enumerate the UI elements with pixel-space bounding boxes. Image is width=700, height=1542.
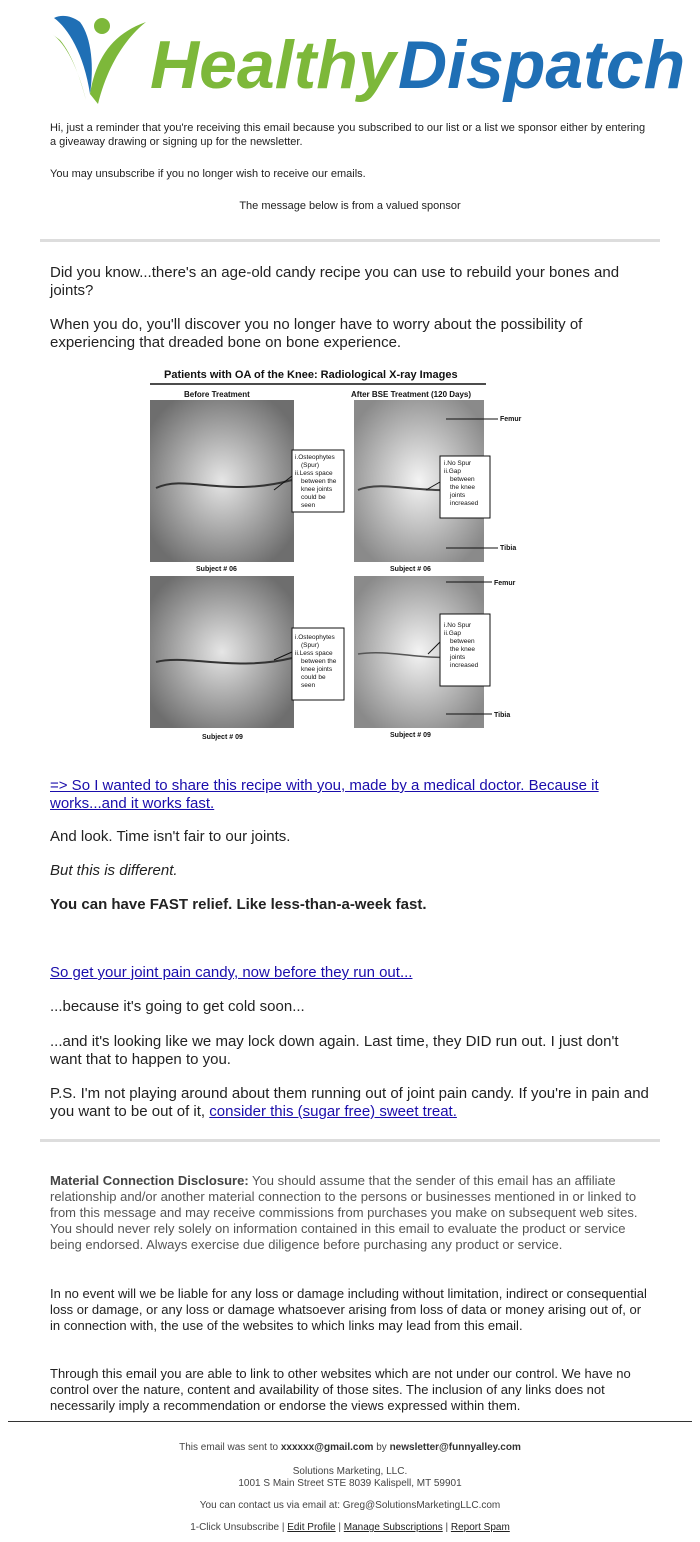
- svg-text:ii.Gap: ii.Gap: [444, 468, 461, 475]
- brand-word-healthy: Healthy: [150, 27, 396, 103]
- one-click-unsubscribe[interactable]: 1-Click Unsubscribe: [190, 1522, 280, 1533]
- liability-disclaimer: In no event will we be liable for any loss or damage including without limitation, indirect or consequential loss or damage, or any loss or damage whatsoever arising from loss of data or money arising out of, or in connection with, the use of the websites to which links may lead from this email.: [50, 1286, 647, 1333]
- logo-graphic: [50, 8, 686, 112]
- unsubscribe-note: You may unsubscribe if you no longer wish to receive our emails.: [50, 168, 366, 180]
- report-spam-link[interactable]: Report Spam: [450, 1522, 510, 1533]
- svg-text:i.No Spur: i.No Spur: [444, 622, 472, 629]
- svg-text:knee joints: knee joints: [301, 666, 333, 673]
- svg-text:i.Osteophytes: i.Osteophytes: [295, 454, 335, 461]
- svg-text:i.No Spur: i.No Spur: [444, 460, 472, 467]
- xray-title: Patients with OA of the Knee: Radiological X-ray Images: [164, 369, 458, 381]
- femur-label-bottom: Femur: [494, 580, 516, 587]
- joint-pain-candy-link[interactable]: So get your joint pain candy, now before they run out...: [50, 964, 413, 981]
- subscription-reminder: Hi, just a reminder that you're receiving this email because you subscribed to our list or a list we sponsor either by entering a giveaway drawing or signing up for the newsletter.: [50, 122, 646, 148]
- message-paragraph-7: ...and it's looking like we may lock down again. Last time, they DID run out. I just don't want that to happen to you.: [50, 1033, 619, 1068]
- logo-figure-icon: [52, 16, 146, 104]
- svg-text:ii.Less space: ii.Less space: [295, 470, 333, 477]
- recipient-email: xxxxxx@gmail.com: [280, 1442, 374, 1453]
- sent-to-line: This email was sent to xxxxxx@gmail.com by newsletter@funnyalley.com: [179, 1442, 521, 1453]
- svg-text:between: between: [450, 638, 475, 645]
- recipe-link[interactable]: => So I wanted to share this recipe with you, made by a medical doctor. Because it works...and it works fast.: [50, 777, 599, 812]
- subject-09-after: Subject # 09: [390, 732, 431, 739]
- svg-text:between: between: [450, 476, 475, 483]
- divider-bottom: [40, 1139, 660, 1142]
- svg-text:increased: increased: [450, 662, 479, 669]
- disclosure-heading: Material Connection Disclosure:: [50, 1173, 249, 1188]
- svg-text:knee joints: knee joints: [301, 486, 333, 493]
- xray-figure: [146, 362, 522, 746]
- external-links-disclaimer: Through this email you are able to link to other websites which are not under our control. We have no control over the nature, content and availability of those sites. The inclusion of any links does not necessarily imply a recommendation or endorse the views expressed within them.: [50, 1366, 631, 1413]
- message-paragraph-ps: [50, 1085, 650, 1121]
- after-treatment-label: After BSE Treatment (120 Days): [351, 390, 472, 399]
- xray-before-subject-06: [150, 400, 294, 562]
- tibia-label-top: Tibia: [500, 545, 517, 552]
- subject-06-before: Subject # 06: [196, 566, 237, 573]
- svg-text:the knee: the knee: [450, 646, 475, 653]
- sweet-treat-link[interactable]: consider this (sugar free) sweet treat.: [209, 1103, 457, 1120]
- brand-word-dispatch: Dispatch: [398, 27, 686, 103]
- xray-before-subject-09: [150, 576, 294, 728]
- subject-06-after: Subject # 06: [390, 566, 431, 573]
- svg-text:the knee: the knee: [450, 484, 475, 491]
- brand-logo: [50, 8, 686, 112]
- svg-text:could be: could be: [301, 494, 326, 501]
- tibia-label-bottom: Tibia: [494, 712, 511, 719]
- xray-comparison-image: [146, 362, 522, 746]
- candy-link-wrap: [50, 964, 650, 982]
- disclosure-text: You should assume that the sender of this email has an affiliate relationship and/or another material connection to the persons or businesses mentioned in or linked to from this message and may receive commissions from purchases you make on subsequent web sites. You should never rely solely on information contained in this email to evaluate the product or service being endorsed. Always exercise due diligence before purchasing any product or service.: [50, 1173, 638, 1252]
- contact-line: You can contact us via email at: Greg@SolutionsMarketingLLC.com: [199, 1500, 501, 1511]
- ps-text: P.S. I'm not playing around about them running out of joint pain candy. If you're in pain and you want to be out of it,: [50, 1085, 649, 1120]
- femur-label-top: Femur: [500, 416, 522, 423]
- svg-text:ii.Gap: ii.Gap: [444, 630, 461, 637]
- footer-divider: [8, 1421, 692, 1422]
- material-connection-disclosure: [50, 1173, 650, 1253]
- divider-top: [40, 239, 660, 242]
- message-paragraph-6: ...because it's going to get cold soon...: [50, 998, 305, 1015]
- svg-text:increased: increased: [450, 500, 479, 507]
- message-paragraph-5: You can have FAST relief. Like less-than-a-week fast.: [50, 896, 427, 913]
- svg-text:i.Osteophytes: i.Osteophytes: [295, 634, 335, 641]
- company-address: 1001 S Main Street STE 8039 Kalispell, MT 59901: [238, 1478, 462, 1489]
- svg-text:could be: could be: [301, 674, 326, 681]
- before-treatment-label: Before Treatment: [184, 390, 250, 399]
- svg-text:between the: between the: [301, 658, 337, 665]
- message-paragraph-3: And look. Time isn't fair to our joints.: [50, 828, 291, 845]
- message-paragraph-4: But this is different.: [50, 862, 178, 879]
- message-paragraph-1: Did you know...there's an age-old candy recipe you can use to rebuild your bones and joints?: [50, 264, 620, 299]
- svg-text:joints: joints: [450, 492, 466, 499]
- sender-email: newsletter@funnyalley.com: [389, 1442, 521, 1453]
- recipe-link-wrap: [50, 777, 650, 813]
- svg-text:ii.Less space: ii.Less space: [295, 650, 333, 657]
- svg-text:between the: between the: [301, 478, 337, 485]
- company-name: Solutions Marketing, LLC.: [292, 1466, 408, 1477]
- footer-links: 1-Click Unsubscribe | Edit Profile | Manage Subscriptions | Report Spam: [190, 1522, 510, 1533]
- sponsor-note: The message below is from a valued sponsor: [239, 200, 461, 212]
- svg-text:joints: joints: [450, 654, 466, 661]
- svg-text:(Spur): (Spur): [301, 462, 320, 469]
- svg-text:seen: seen: [301, 682, 316, 689]
- edit-profile-link[interactable]: Edit Profile: [287, 1522, 336, 1533]
- message-paragraph-2: When you do, you'll discover you no longer have to worry about the possibility of experiencing that dreaded bone on bone experience.: [50, 316, 583, 351]
- subject-09-before: Subject # 09: [202, 734, 243, 741]
- svg-text:seen: seen: [301, 502, 316, 509]
- manage-subscriptions-link[interactable]: Manage Subscriptions: [343, 1522, 443, 1533]
- svg-text:(Spur): (Spur): [301, 642, 320, 649]
